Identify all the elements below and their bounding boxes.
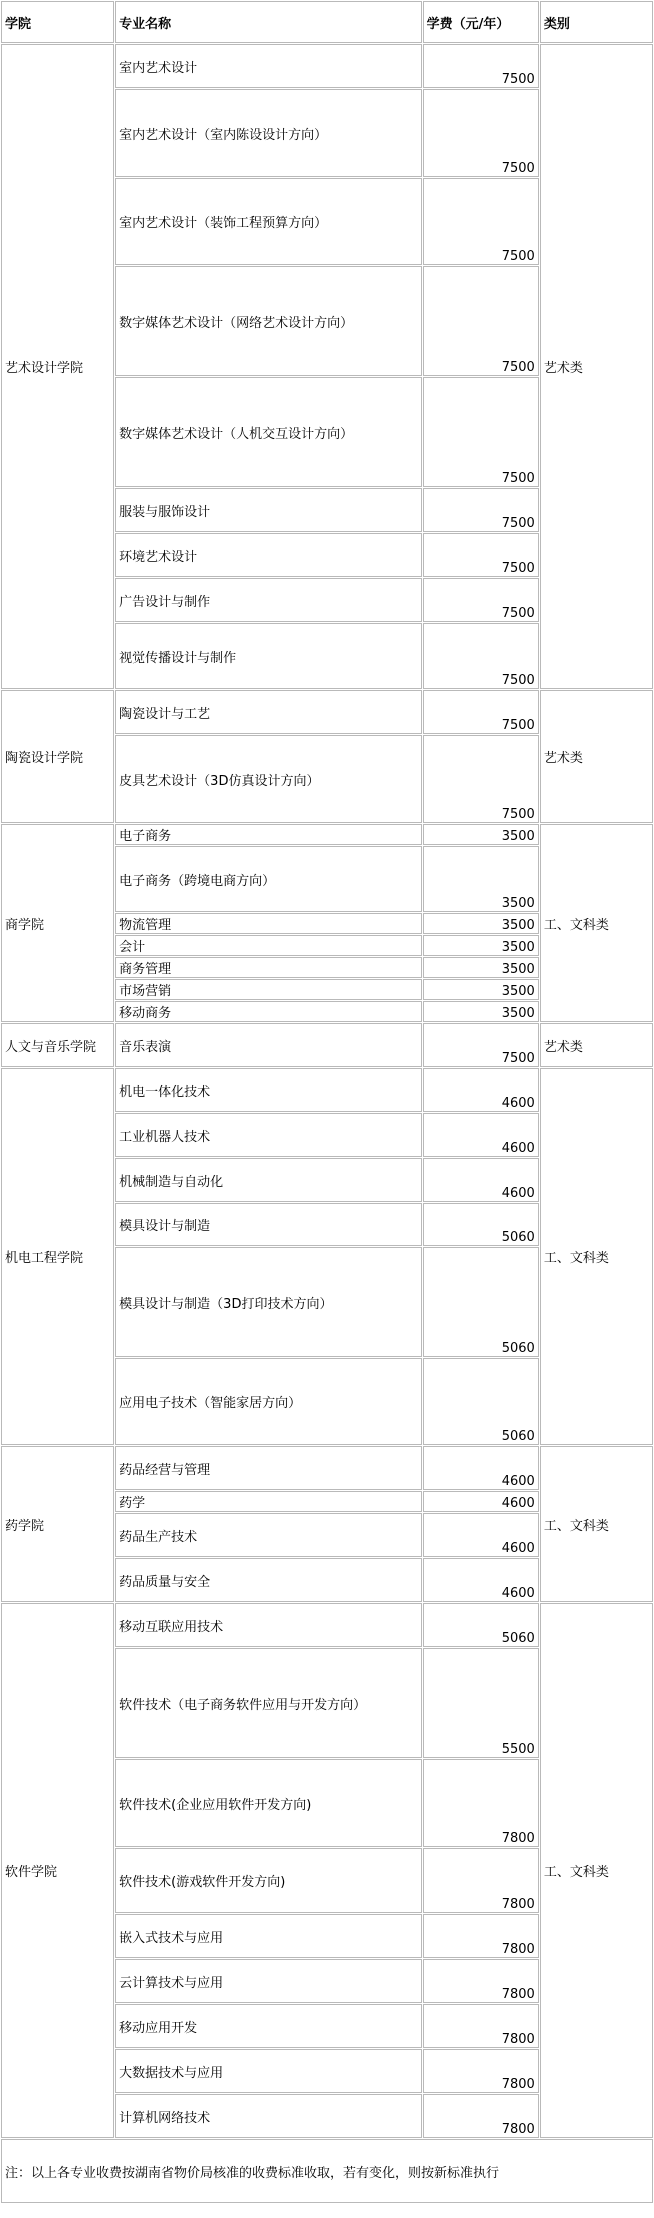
footnote: 注：以上各专业收费按湖南省物价局核准的收费标准收取，若有变化，则按新标准执行 [1,2139,653,2203]
major-cell: 电子商务（跨境电商方向） [115,846,421,912]
major-cell: 药品质量与安全 [115,1558,421,1602]
fee-cell: 4600 [423,1513,539,1557]
fee-cell: 7800 [423,1759,539,1847]
major-cell: 广告设计与制作 [115,578,421,622]
major-cell: 移动应用开发 [115,2004,421,2048]
note-row [1,2139,653,2203]
major-cell: 移动互联应用技术 [115,1603,421,1647]
fee-cell: 3500 [423,935,539,956]
fee-cell: 7500 [423,578,539,622]
fee-cell: 7500 [423,89,539,177]
header-row [1,1,653,43]
major-cell: 模具设计与制造 [115,1203,421,1246]
category-cell: 艺术类 [540,690,653,823]
fee-cell: 7800 [423,2049,539,2093]
major-cell: 工业机器人技术 [115,1113,421,1157]
table-row [1,1068,653,1112]
table-row [1,1023,653,1067]
fee-cell: 7500 [423,623,539,689]
header-major: 专业名称 [115,1,421,43]
fee-cell: 7500 [423,533,539,577]
category-cell: 工、文科类 [540,1068,653,1445]
fee-cell: 3500 [423,957,539,978]
fee-cell: 3500 [423,979,539,1000]
fee-cell: 5500 [423,1648,539,1758]
major-cell: 数字媒体艺术设计（人机交互设计方向） [115,377,421,487]
fee-cell: 7500 [423,266,539,376]
fee-cell: 4600 [423,1113,539,1157]
major-cell: 环境艺术设计 [115,533,421,577]
major-cell: 移动商务 [115,1001,421,1022]
major-cell: 音乐表演 [115,1023,421,1067]
major-cell: 室内艺术设计（装饰工程预算方向） [115,178,421,265]
major-cell: 药品生产技术 [115,1513,421,1557]
fee-cell: 7500 [423,488,539,532]
fee-cell: 4600 [423,1446,539,1490]
major-cell: 机械制造与自动化 [115,1158,421,1202]
fee-cell: 7800 [423,2094,539,2138]
category-cell: 艺术类 [540,44,653,689]
major-cell: 服装与服饰设计 [115,488,421,532]
fee-cell: 3500 [423,846,539,912]
category-cell: 工、文科类 [540,1446,653,1602]
fee-cell: 7800 [423,1848,539,1913]
fee-cell: 3500 [423,1001,539,1022]
major-cell: 应用电子技术（智能家居方向） [115,1358,421,1445]
fee-cell: 4600 [423,1158,539,1202]
fee-cell: 7500 [423,1023,539,1067]
major-cell: 会计 [115,935,421,956]
fee-cell: 7500 [423,690,539,734]
major-cell: 数字媒体艺术设计（网络艺术设计方向） [115,266,421,376]
table-row [1,1603,653,1647]
fee-cell: 7800 [423,2004,539,2048]
major-cell: 室内艺术设计（室内陈设设计方向） [115,89,421,177]
category-cell: 工、文科类 [540,1603,653,2138]
major-cell: 软件技术(企业应用软件开发方向) [115,1759,421,1847]
major-cell: 皮具艺术设计（3D仿真设计方向） [115,735,421,823]
college-cell: 药学院 [1,1446,114,1602]
college-cell: 软件学院 [1,1603,114,2138]
college-cell: 人文与音乐学院 [1,1023,114,1067]
fee-cell: 5060 [423,1247,539,1357]
fee-cell: 4600 [423,1558,539,1602]
table-row [1,690,653,734]
fee-cell: 4600 [423,1068,539,1112]
major-cell: 软件技术（电子商务软件应用与开发方向） [115,1648,421,1758]
fee-cell: 5060 [423,1358,539,1445]
fee-cell: 5060 [423,1203,539,1246]
major-cell: 嵌入式技术与应用 [115,1914,421,1958]
major-cell: 视觉传播设计与制作 [115,623,421,689]
header-fee: 学费（元/年） [423,1,539,43]
major-cell: 药学 [115,1491,421,1512]
major-cell: 大数据技术与应用 [115,2049,421,2093]
fee-cell: 7500 [423,735,539,823]
major-cell: 室内艺术设计 [115,44,421,88]
major-cell: 模具设计与制造（3D打印技术方向） [115,1247,421,1357]
major-cell: 计算机网络技术 [115,2094,421,2138]
major-cell: 电子商务 [115,824,421,845]
fee-cell: 3500 [423,824,539,845]
table-row [1,824,653,845]
fee-cell: 4600 [423,1491,539,1512]
header-college: 学院 [1,1,114,43]
fee-cell: 7800 [423,1959,539,2003]
major-cell: 陶瓷设计与工艺 [115,690,421,734]
major-cell: 市场营销 [115,979,421,1000]
college-cell: 艺术设计学院 [1,44,114,689]
fee-cell: 3500 [423,913,539,934]
college-cell: 陶瓷设计学院 [1,690,114,823]
category-cell: 艺术类 [540,1023,653,1067]
college-cell: 商学院 [1,824,114,1022]
college-cell: 机电工程学院 [1,1068,114,1445]
table-row [1,1446,653,1490]
major-cell: 物流管理 [115,913,421,934]
major-cell: 机电一体化技术 [115,1068,421,1112]
table-body [1,44,653,2138]
fee-cell: 7500 [423,178,539,265]
fee-cell: 5060 [423,1603,539,1647]
table-row [1,44,653,88]
major-cell: 软件技术(游戏软件开发方向) [115,1848,421,1913]
fee-cell: 7500 [423,44,539,88]
major-cell: 云计算技术与应用 [115,1959,421,2003]
major-cell: 药品经营与管理 [115,1446,421,1490]
fee-cell: 7800 [423,1914,539,1958]
category-cell: 工、文科类 [540,824,653,1022]
header-category: 类别 [540,1,653,43]
fee-cell: 7500 [423,377,539,487]
major-cell: 商务管理 [115,957,421,978]
